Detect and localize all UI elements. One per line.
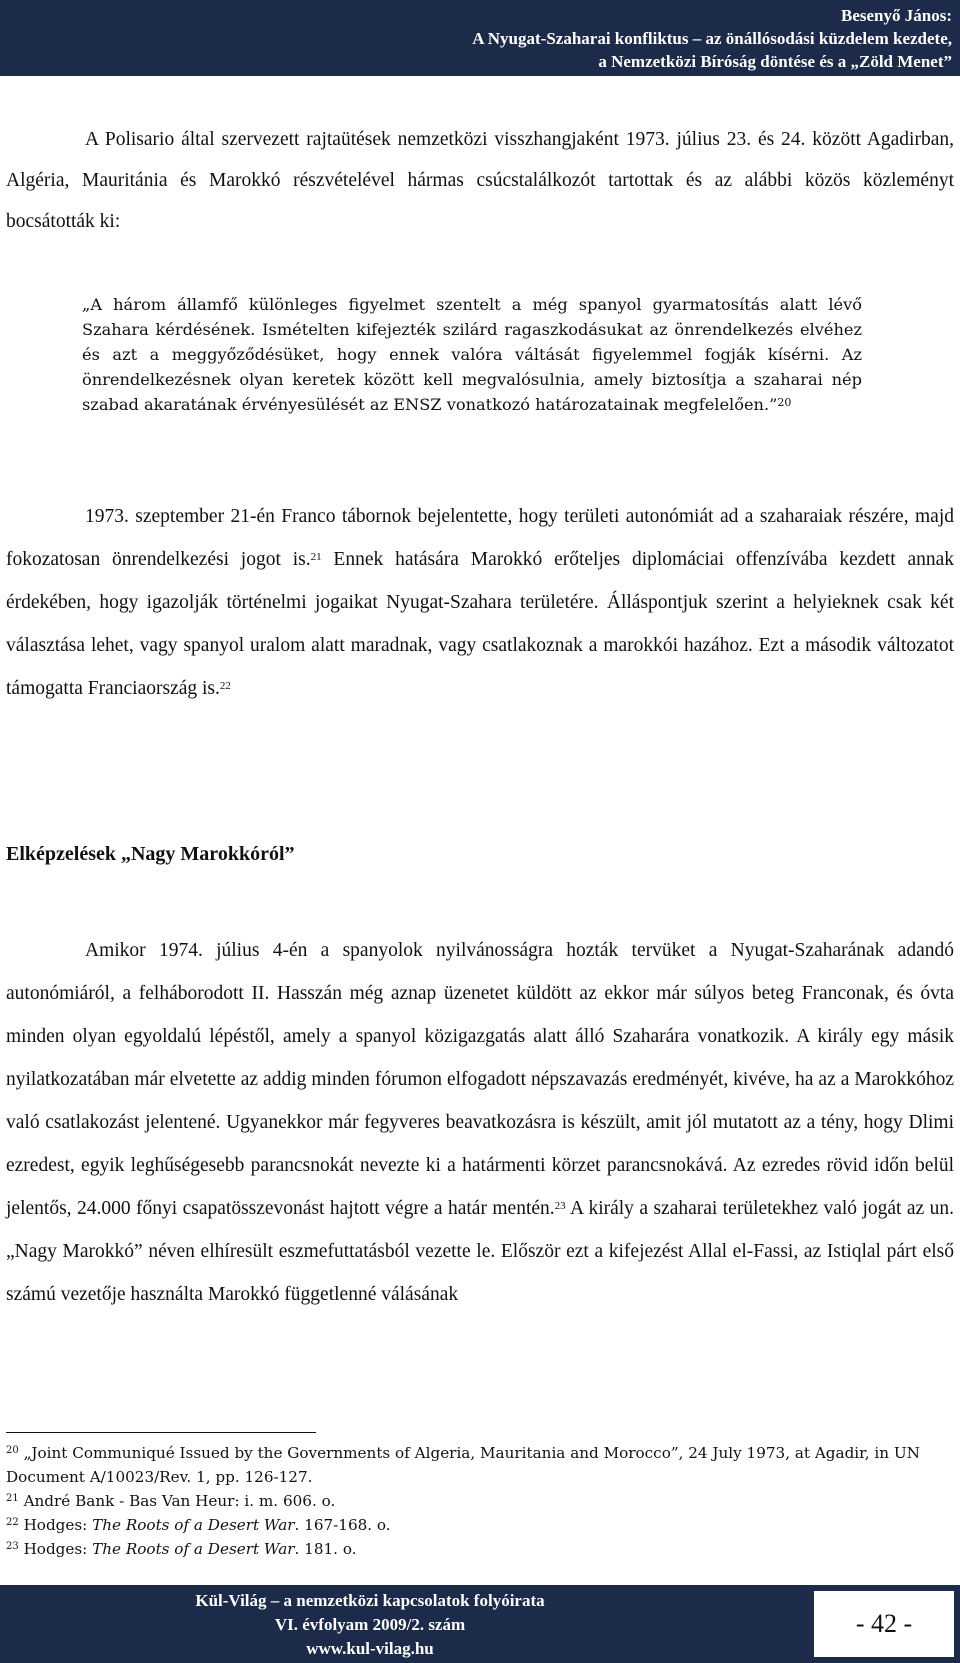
page-footer (0, 1585, 960, 1663)
paragraph-2 (6, 495, 954, 710)
paragraph-2-part1: 1973. szeptember 21-én Franco tábornok bejelentette, hogy területi autonómiát ad a szaharaiak részére, majd fokozatosan önrendelkezési jogot is. (6, 506, 954, 570)
footnote-pages: . 181. o. (294, 1540, 357, 1558)
footnote-text: André Bank - Bas Van Heur: i. m. 606. o. (23, 1492, 336, 1510)
footnote-number: 22 (6, 1517, 19, 1528)
paragraph-1: A Polisario által szervezett rajtaütések nemzetközi visszhangjaként 1973. július 23. és 24. között Agadirban, Algéria, Mauritánia és Marokkó részvételével hármas csúcstalálkozót tartottak és az alábbi közös közleményt bocsátották ki: (6, 129, 954, 232)
footnote-separator (6, 1432, 316, 1433)
section-heading: Elképzelések „Nagy Marokkóról” (6, 843, 295, 865)
footnote-source-title: The Roots of a Desert War (92, 1540, 295, 1558)
footer-journal-info (0, 1585, 740, 1661)
footer-issue: VI. évfolyam 2009/2. szám (274, 1615, 466, 1634)
paragraph-3-part2: A király a szaharai területekhez való jogát az un. „Nagy Marokkó” néven elhíresült eszmefuttatásból vezette le. Először ezt a kifejezést Allal el-Fassi, az Istiqlal párt első számú vezetője használta Marokkó függetlenné válásának (6, 1198, 954, 1305)
footnote-text: Hodges: (23, 1540, 93, 1558)
quote-text: „A három államfő különleges figyelmet szentelt a még spanyol gyarmatosítás alatt lévő Szahara kérdésének. Ismételten kifejezték szilárd ragaszkodásukat az önrendelkezés elvéhez és azt a meggyőződésüket, hogy ennek valóra váltását figyelemmel fogják kísérni. Az önrendelkezésnek olyan keretek között kell megvalósulnia, amely biztosítja a szaharai nép szabad akaratának érvényesülését az ENSZ vonatkozó határozatainak megfelelően.” (82, 295, 862, 414)
footnote-ref-20[interactable]: 20 (777, 396, 792, 409)
footnote-text: „Joint Communiqué Issued by the Governments of Algeria, Mauritania and Morocco”, 24 July 1973, at Agadir, in UN Document A/10023/Rev. 1, pp. 126-127. (6, 1444, 920, 1486)
footnote-23 (6, 1537, 954, 1561)
footnote-ref-22[interactable]: 22 (219, 680, 231, 692)
footnote-pages: . 167-168. o. (294, 1516, 391, 1534)
footnote-21 (6, 1489, 954, 1513)
footnote-number: 21 (6, 1493, 19, 1504)
footnote-number: 23 (6, 1541, 19, 1552)
footnote-text: Hodges: (23, 1516, 93, 1534)
header-title-line1: A Nyugat-Szaharai konfliktus – az önállósodási küzdelem kezdete, (472, 29, 952, 48)
footer-website-link[interactable]: www.kul-vilag.hu (306, 1639, 434, 1658)
page-number: - 42 - (814, 1591, 954, 1657)
footnote-number: 20 (6, 1445, 19, 1456)
paragraph-3 (6, 929, 954, 1316)
paragraph-2-part2: Ennek hatására Marokkó erőteljes diplomáciai offenzívába kezdett annak érdekében, hogy igazolják történelmi jogaikat Nyugat-Szahara területére. Álláspontjuk szerint a helyieknek csak két választása lehet, vagy spanyol uralom alatt maradnak, vagy csatlakoznak a marokkói hazához. Ezt a második változatot támogatta Franciaország is. (6, 549, 955, 699)
footnote-source-title: The Roots of a Desert War (92, 1516, 295, 1534)
paragraph-3-part1: Amikor 1974. július 4-én a spanyolok nyilvánosságra hozták tervüket a Nyugat-Szaharának adandó autonómiáról, a felháborodott II. Hasszán még aznap üzenetet küldött az ekkor már súlyos beteg Franconak, és óvta minden olyan egyoldalú lépéstől, amely a spanyol közigazgatás alatt álló Szaharára vonatkozik. A király egy másik nyilatkozatában már elvetette az addig minden fórumon elfogadott népszavazás eredményét, kivéve, ha az a Marokkóhoz való csatlakozást jelentené. Ugyanekkor már fegyveres beavatkozásra is készült, amit jól mutatott az a tény, hogy Dlimi ezredest, egyik leghűségesebb parancsnokát nevezte ki a határmenti körzet parancsnokává. Az ezredes rövid időn belül jelentős, 24.000 főnyi csapatösszevonást hajtott végre a határ mentén. (6, 940, 954, 1219)
running-header (0, 0, 960, 76)
footnote-ref-21[interactable]: 21 (310, 551, 322, 563)
header-title-line2: a Nemzetközi Bíróság döntése és a „Zöld Menet” (598, 52, 952, 71)
footnote-22 (6, 1513, 954, 1537)
block-quote (82, 292, 862, 417)
footnote-ref-23[interactable]: 23 (554, 1200, 566, 1212)
header-author: Besenyő János: (841, 6, 952, 25)
footnotes (6, 1441, 954, 1561)
footer-journal-name: Kül-Világ – a nemzetközi kapcsolatok folyóirata (195, 1591, 545, 1610)
footnote-20 (6, 1441, 954, 1489)
